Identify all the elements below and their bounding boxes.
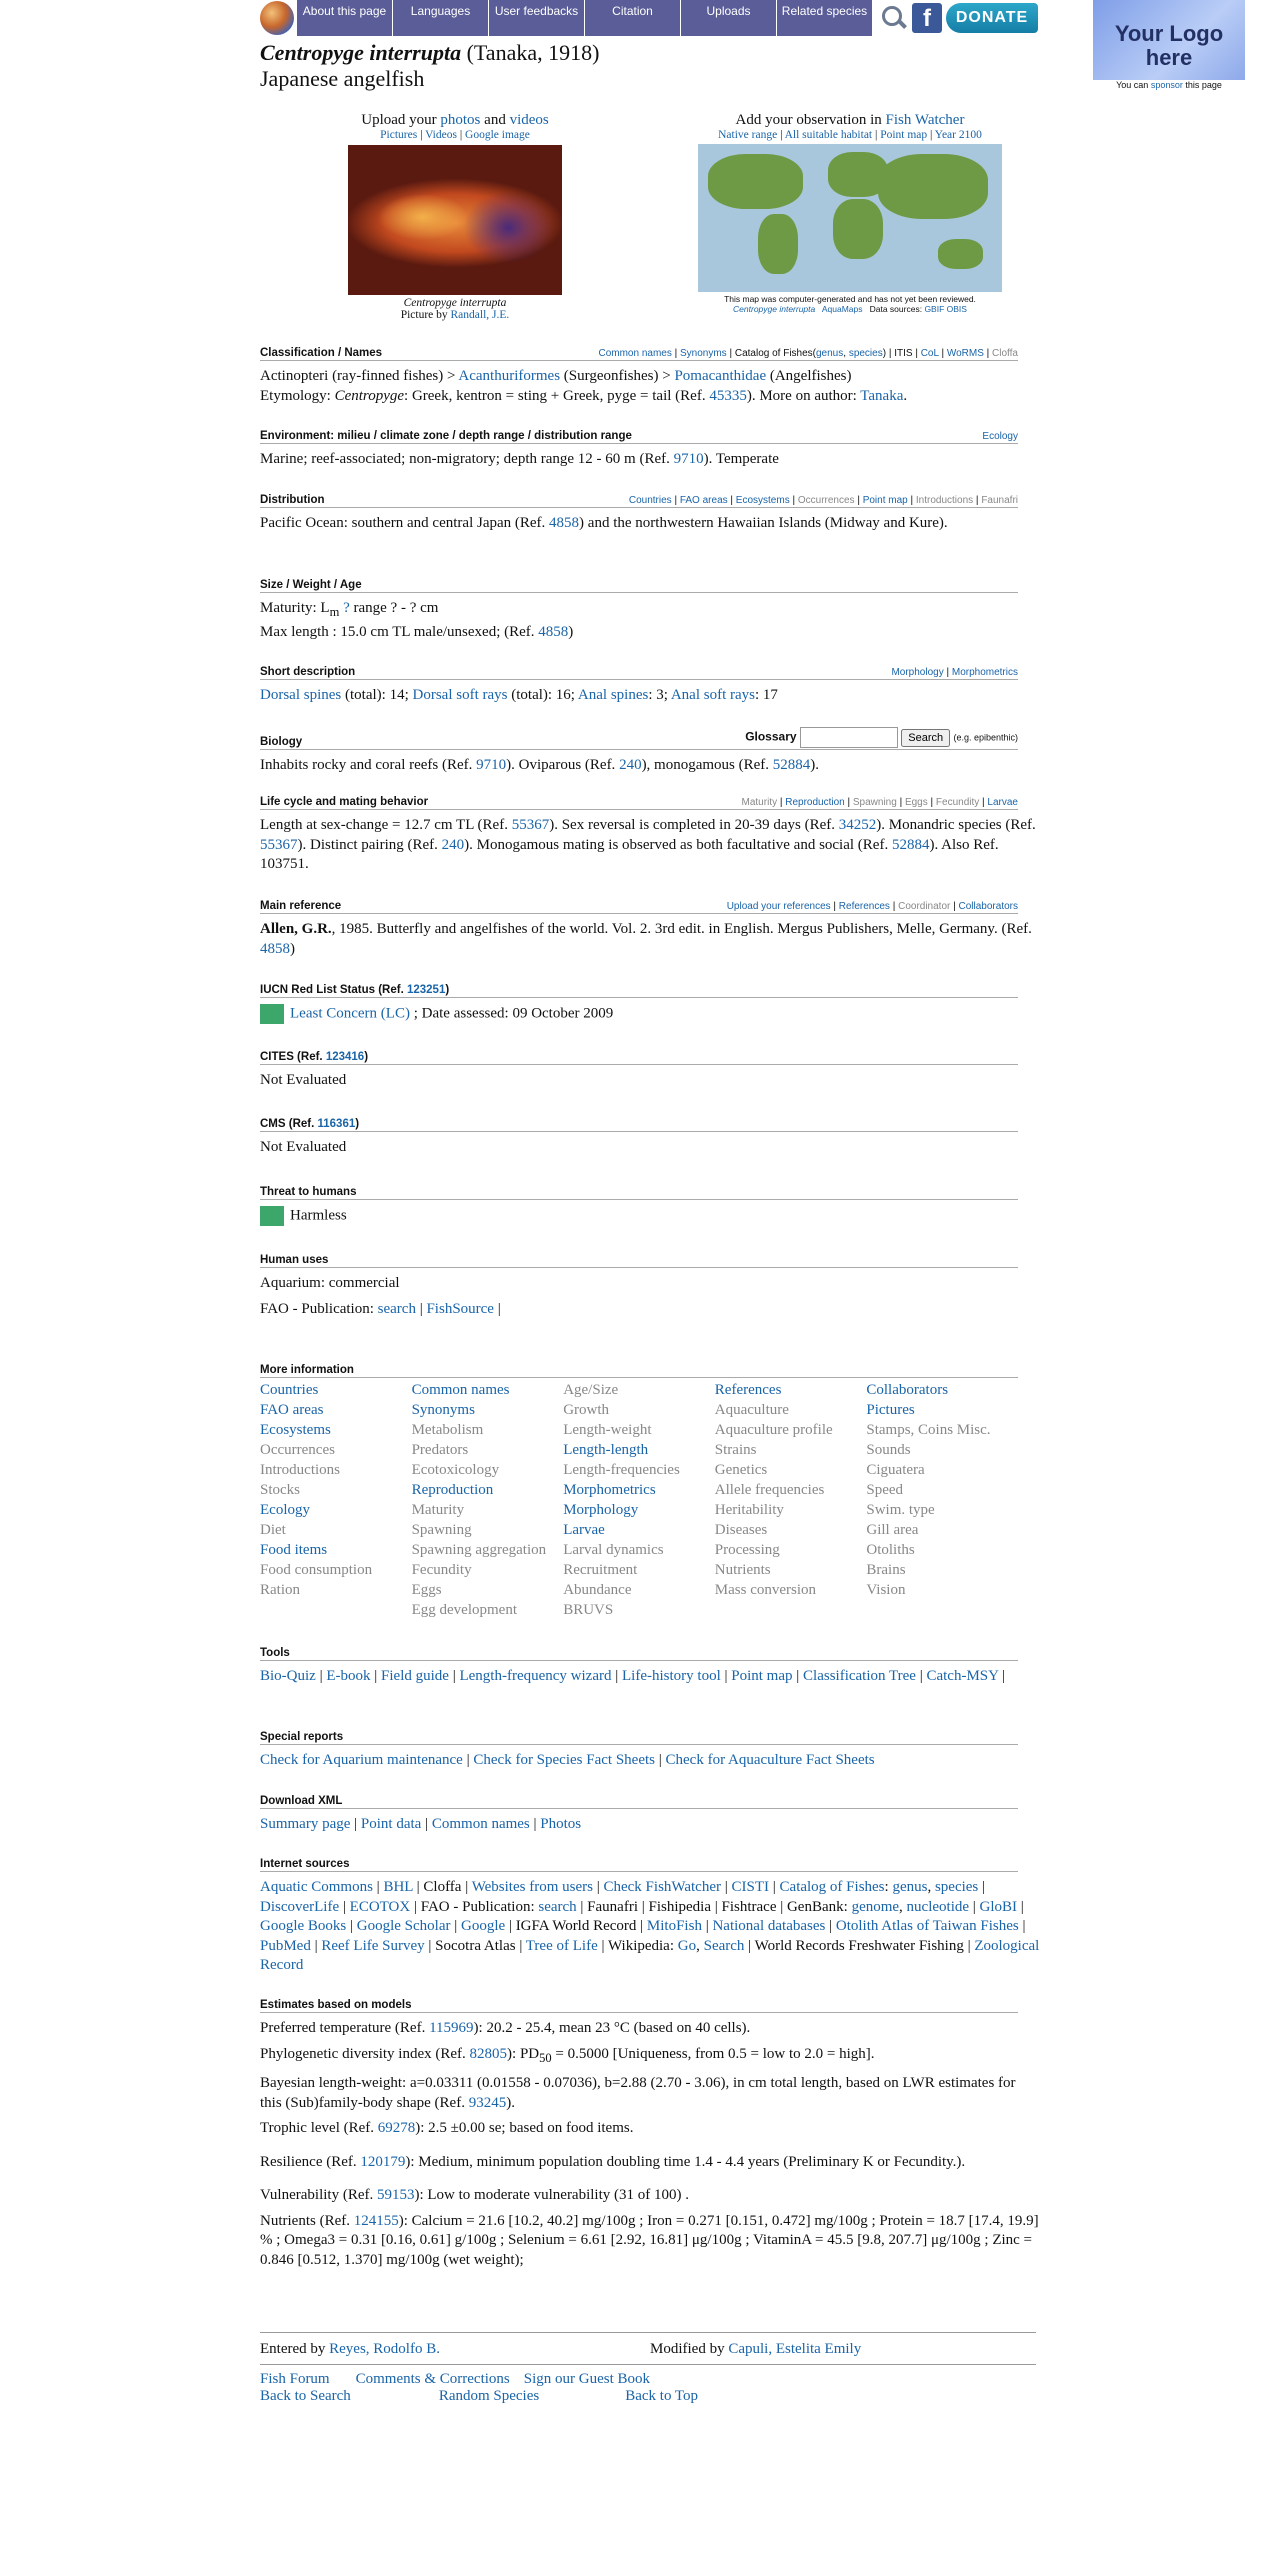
ref-link[interactable]: 93245: [468, 2094, 507, 2111]
larvae-link[interactable]: Larvae: [987, 797, 1018, 808]
list-link[interactable]: E-book: [326, 1668, 371, 1684]
videos-sublink[interactable]: Videos: [425, 129, 457, 141]
glossary-input[interactable]: [800, 727, 898, 748]
human-uses-section: Human uses Aquarium: commercial FAO - Publication: search | FishSource |: [260, 1254, 1018, 1325]
cms-section: CMS (Ref. 116361) Not Evaluated: [260, 1118, 1018, 1158]
list-link[interactable]: Point data: [360, 1816, 422, 1832]
cof-species-link[interactable]: species: [848, 348, 883, 359]
more-info-item: Diet: [260, 1522, 286, 1538]
comments-link[interactable]: Comments & Corrections: [355, 2371, 510, 2387]
aquamaps-link[interactable]: AquaMaps: [821, 304, 863, 314]
col-link[interactable]: CoL: [920, 348, 939, 359]
more-info-item: BRUVS: [563, 1602, 614, 1618]
photo-panel: Upload your photos and videos Pictures | Videos | Google image Centropyge interrupta Picture by Randall, J.E.: [330, 112, 580, 321]
more-info-column: [866, 1380, 1018, 1620]
collaborators-link[interactable]: Collaborators: [958, 901, 1018, 912]
ref-link[interactable]: 52884: [772, 757, 811, 773]
ref-link[interactable]: 82805: [469, 2045, 508, 2062]
more-info-item[interactable]: Ecology: [260, 1502, 310, 1518]
nav-about[interactable]: About this page: [296, 0, 392, 36]
cites-section: CITES (Ref. 123416) Not Evaluated: [260, 1051, 1018, 1091]
more-info-item: Heritability: [714, 1502, 784, 1518]
more-info-item[interactable]: Larvae: [563, 1522, 605, 1538]
more-info-item: Mass conversion: [714, 1582, 817, 1598]
ref-link[interactable]: 45335: [709, 387, 747, 404]
ref-link[interactable]: 9710: [673, 451, 704, 467]
ref-link[interactable]: 69278: [377, 2120, 416, 2136]
more-info-item[interactable]: Common names: [411, 1382, 510, 1398]
ref-link[interactable]: 55367: [511, 817, 550, 833]
biology-section: Biology Glossary Search (e.g. epibenthic) Inhabits rocky and coral reefs (Ref. 9710). Oviparous (Ref. 240), monogamous (Ref. 52884).: [260, 727, 1018, 776]
more-info-item: Strains: [714, 1442, 757, 1458]
point-map-link[interactable]: Point map: [880, 129, 928, 141]
fao-search-link[interactable]: search: [377, 1300, 416, 1317]
more-info-item: Spawning aggregation: [411, 1542, 547, 1558]
morphometrics-link[interactable]: Morphometrics: [951, 667, 1018, 678]
more-info-item[interactable]: Reproduction: [411, 1482, 494, 1498]
more-info-item: Speed: [866, 1482, 904, 1498]
ref-link[interactable]: 116361: [317, 1118, 356, 1130]
morphology-link[interactable]: Morphology: [891, 667, 944, 678]
more-info-item: Ration: [260, 1582, 300, 1598]
iucn-status-link[interactable]: Least Concern (LC): [290, 1005, 410, 1022]
more-info-item: Gill area: [866, 1522, 919, 1538]
pictures-link[interactable]: Pictures: [380, 129, 418, 141]
more-info-item: Maturity: [411, 1502, 465, 1518]
more-info-item: Length-frequencies: [563, 1462, 680, 1478]
ref-link[interactable]: 115969: [429, 2020, 474, 2036]
nav-citation[interactable]: Citation: [584, 0, 680, 36]
more-info-item: Recruitment: [563, 1562, 638, 1578]
iucn-section: IUCN Red List Status (Ref. 123251) Least Concern (LC) ; Date assessed: 09 October 2009: [260, 984, 1018, 1024]
page-title: Centropyge interrupta (Tanaka, 1918) Japanese angelfish: [260, 40, 600, 91]
back-to-top-link[interactable]: Back to Top: [625, 2388, 699, 2404]
size-section: Size / Weight / Age Maturity: $L_m$ ? range ? - ? cm Max length : 15.0 cm TL male/unsexed; (Ref. 4858): [260, 579, 1018, 642]
fish-photo[interactable]: [348, 145, 562, 295]
dorsal-spines-link[interactable]: Dorsal spines: [260, 687, 342, 703]
native-range-link[interactable]: Native range: [718, 129, 778, 141]
worms-link[interactable]: WoRMS: [946, 348, 984, 359]
guest-book-link[interactable]: Sign our Guest Book: [523, 2371, 651, 2387]
more-info-item: Aquaculture: [714, 1402, 789, 1418]
list-link[interactable]: Common names: [431, 1816, 530, 1832]
list-link[interactable]: Field guide: [381, 1668, 449, 1684]
ref-link[interactable]: 4858: [260, 940, 290, 957]
more-info-item: Otoliths: [866, 1542, 915, 1558]
list-link[interactable]: Check for Aquarium maintenance: [260, 1752, 463, 1768]
nav-related-species[interactable]: Related species: [776, 0, 872, 36]
more-info-item: Stamps, Coins Misc.: [866, 1422, 991, 1438]
list-link[interactable]: Check for Species Fact Sheets: [473, 1752, 655, 1768]
ref-link[interactable]: 240: [441, 836, 465, 853]
sponsor-link[interactable]: sponsor: [1150, 80, 1183, 90]
internet-links: Aquatic Commons | BHL | Cloffa | Websites from users | Check FishWatcher | CISTI | Catalog of Fishes: genus, species | DiscoverLife | ECOTOX | FAO - Publication: search | Faunafri | Fishipedia | Fishtrace | GenBank: genome, nucleotide | GloBI | Google Books | Google Scholar | Google | IGFA World Record | MitoFish | National databases | Otolith Atlas of Taiwan Fishes | PubMed | Reef Life Survey | Socotra Atlas | Tree of Life | Wikipedia: Go, Search | World Records Freshwater Fishing | Zoological Record: [260, 1879, 1040, 1973]
ref-link[interactable]: 59153: [376, 2187, 415, 2203]
list-link[interactable]: Check for Aquaculture Fact Sheets: [665, 1752, 875, 1768]
anal-soft-rays-link[interactable]: Anal soft rays: [670, 687, 755, 703]
ref-link[interactable]: 124155: [353, 2212, 399, 2229]
nav-languages[interactable]: Languages: [392, 0, 488, 36]
more-info-column: [412, 1380, 564, 1620]
reproduction-link[interactable]: Reproduction: [785, 797, 845, 808]
random-species-link[interactable]: Random Species: [438, 2388, 540, 2404]
countries-link[interactable]: Countries: [628, 495, 672, 506]
more-info-item[interactable]: Collaborators: [866, 1382, 949, 1398]
more-info-item: Sounds: [866, 1442, 911, 1458]
ref-link[interactable]: 34252: [838, 817, 877, 833]
distribution-map[interactable]: [698, 144, 1002, 292]
nav-uploads[interactable]: Uploads: [680, 0, 776, 36]
list-link[interactable]: Catch-MSY: [926, 1668, 999, 1684]
fishbase-globe-icon[interactable]: [260, 1, 294, 35]
more-info-item: Fecundity: [411, 1562, 472, 1578]
videos-link[interactable]: videos: [509, 112, 549, 128]
photos-link[interactable]: photos: [440, 112, 481, 128]
more-info-item[interactable]: Morphometrics: [563, 1482, 656, 1498]
more-info-grid: [260, 1380, 1018, 1620]
list-link[interactable]: Length-frequency wizard: [459, 1668, 612, 1684]
more-info-item: Predators: [411, 1442, 469, 1458]
list-link[interactable]: Summary page: [260, 1816, 351, 1832]
more-info-item[interactable]: Food items: [260, 1542, 328, 1558]
modified-by-link[interactable]: Capuli, Estelita Emily: [728, 2341, 862, 2357]
more-info-item[interactable]: References: [714, 1382, 782, 1398]
more-info-item: Stocks: [260, 1482, 301, 1498]
more-info-item: Diseases: [714, 1522, 768, 1538]
anal-spines-link[interactable]: Anal spines: [577, 687, 649, 703]
google-image-link[interactable]: Google image: [465, 129, 530, 141]
iucn-status-swatch: [260, 1004, 284, 1024]
download-xml-section: Download XML Summary page | Point data | Common names | Photos: [260, 1795, 1018, 1835]
more-information-section: More information Countries FAO areas Ecosystems Occurrences Introductions Stocks Ecology Diet Food items Food consumption Ration Common names Synonyms Metabolism Predators Ecotoxicology Reproduction Maturity Spawning Spawning aggregation Fecundity Eggs Egg development Age/Size Growth Length-weight Length-length Length-frequencies Morphometrics Morphology Larvae Larval dynamics Recruitment Abundance BRUVS References Aquaculture Aquaculture profile Strains Genetics Allele frequencies Heritability Diseases Processing Nutrients Mass conversion Collaborators Pictures Stamps, Coins Misc. Sounds Ciguatera Speed Swim. type Gill area Otoliths Brains Vision: [260, 1364, 1018, 1620]
more-info-item[interactable]: FAO areas: [260, 1402, 324, 1418]
ref-link[interactable]: 240: [619, 757, 642, 773]
nav-user-feedbacks[interactable]: User feedbacks: [488, 0, 584, 36]
family-link[interactable]: Pomacanthidae: [674, 368, 767, 384]
more-info-item: Aquaculture profile: [714, 1422, 833, 1438]
suitable-habitat-link[interactable]: All suitable habitat: [784, 129, 873, 141]
classification-section: Classification / Names Common names | Synonyms | Catalog of Fishes(genus, species) | ITIS | CoL | WoRMS | Cloffa Actinopteri (ray-finned fishes) > Acanthuriformes (Surgeonfishes) > Pomacanthidae (Angelfishes) Etymology: Centropyge: Greek, kentron = sting + Greek, pyge = tail (Ref. 45335). More on author: Tanaka.: [260, 347, 1018, 404]
more-info-item[interactable]: Countries: [260, 1382, 319, 1398]
dorsal-soft-rays-link[interactable]: Dorsal soft rays: [412, 687, 508, 703]
more-info-item: Metabolism: [411, 1422, 484, 1438]
more-info-item: Genetics: [714, 1462, 768, 1478]
threat-section: Threat to humans Harmless: [260, 1186, 1018, 1226]
more-info-item: Growth: [563, 1402, 610, 1418]
more-info-item: Larval dynamics: [563, 1542, 664, 1558]
list-link[interactable]: Bio-Quiz: [260, 1668, 316, 1684]
more-info-item[interactable]: Length-length: [563, 1442, 649, 1458]
common-names-link[interactable]: Common names: [598, 348, 672, 359]
fish-watcher-link[interactable]: Fish Watcher: [885, 112, 965, 128]
order-link[interactable]: Acanthuriformes: [458, 368, 561, 384]
life-cycle-section: Life cycle and mating behavior Maturity | Reproduction | Spawning | Eggs | Fecundity | Larvae Length at sex-change = 12.7 cm TL (Ref. 55367). Sex reversal is completed in 20-39 days (Ref. 34252). Monandric species (Ref. 55367). Distinct pairing (Ref. 240). Monogamous mating is observed as both facultative and social (Ref. 52884). Also Ref. 103751.: [260, 796, 1036, 872]
environment-section: Environment: milieu / climate zone / depth range / distribution range Ecology Marine; reef-associated; non-migratory; depth range 12 - 60 m (Ref. 9710). Temperate: [260, 430, 1018, 467]
ecology-link[interactable]: Ecology: [982, 431, 1018, 442]
list-link[interactable]: Point map: [731, 1668, 793, 1684]
photographer-link[interactable]: Randall, J.E.: [450, 309, 510, 321]
more-info-item: Ciguatera: [866, 1462, 925, 1478]
more-info-item: Processing: [714, 1542, 780, 1558]
more-info-item: Length-weight: [563, 1422, 652, 1438]
tools-section: Tools Bio-Quiz | E-book | Field guide | Length-frequency wizard | Life-history tool | Point map | Classification Tree | Catch-MSY |: [260, 1647, 1018, 1687]
more-info-item: Food consumption: [260, 1562, 373, 1578]
common-name: Japanese angelfish: [260, 66, 425, 91]
gbif-link[interactable]: GBIF: [924, 304, 945, 314]
donate-button[interactable]: DONATE: [946, 3, 1038, 33]
list-link[interactable]: Classification Tree: [803, 1668, 916, 1684]
more-info-item: Age/Size: [563, 1382, 619, 1398]
entered-by-link[interactable]: Reyes, Rodolfo B.: [329, 2341, 440, 2357]
synonyms-link[interactable]: Synonyms: [680, 348, 727, 359]
map-panel: Add your observation in Fish Watcher Native range | All suitable habitat | Point map | Year 2100 This map was computer-generated and has not yet been reviewed. Centropyge interrupta AquaMaps Data sources: GBIF OBIS: [680, 112, 1020, 314]
more-info-item: Ecotoxicology: [411, 1462, 500, 1478]
ecosystems-link[interactable]: Ecosystems: [735, 495, 790, 506]
point-map-link[interactable]: Point map: [862, 495, 908, 506]
glossary-search-button[interactable]: Search: [901, 729, 950, 747]
more-info-item[interactable]: Synonyms: [411, 1402, 475, 1418]
more-info-item: Occurrences: [260, 1442, 335, 1458]
more-info-item: Brains: [866, 1562, 906, 1578]
back-to-search-link[interactable]: Back to Search: [260, 2388, 351, 2404]
more-info-column: [260, 1380, 412, 1620]
more-info-item: Nutrients: [714, 1562, 771, 1578]
more-info-item: Swim. type: [866, 1502, 935, 1518]
distribution-section: Distribution Countries | FAO areas | Ecosystems | Occurrences | Point map | Introductions | Faunafri Pacific Ocean: southern and central Japan (Ref. 4858) and the northwestern Hawaiian Islands (Midway and Kure).: [260, 494, 1018, 531]
ref-link[interactable]: 123416: [325, 1051, 365, 1063]
ref-link[interactable]: 9710: [476, 757, 507, 773]
author-link[interactable]: Tanaka: [860, 387, 904, 404]
more-info-item: Vision: [866, 1582, 906, 1598]
ref-link[interactable]: 4858: [549, 515, 580, 531]
list-link[interactable]: Photos: [540, 1816, 582, 1832]
list-link[interactable]: Life-history tool: [622, 1668, 721, 1684]
ref-link[interactable]: 52884: [891, 836, 930, 853]
more-info-column: [715, 1380, 867, 1620]
obis-link[interactable]: OBIS: [946, 304, 967, 314]
more-info-item: Abundance: [563, 1582, 632, 1598]
more-info-item[interactable]: Morphology: [563, 1502, 639, 1518]
more-info-item[interactable]: Ecosystems: [260, 1422, 331, 1438]
fishsource-link[interactable]: FishSource: [426, 1300, 494, 1317]
more-info-column: [563, 1380, 715, 1620]
short-description-section: Short description Morphology | Morphometrics Dorsal spines (total): 14; Dorsal soft rays (total): 16; Anal spines: 3; Anal soft rays: 17: [260, 666, 1018, 703]
more-info-item: Egg development: [411, 1602, 517, 1618]
more-info-item[interactable]: Pictures: [866, 1402, 915, 1418]
year-2100-link[interactable]: Year 2100: [934, 129, 982, 141]
ref-link[interactable]: 4858: [538, 623, 569, 640]
estimates-section: Estimates based on models Preferred temperature (Ref. 115969): 20.2 - 25.4, mean 23 °C (based on 40 cells). Phylogenetic diversity index (Ref. 82805): $PD_{50} = 0.5000$ [Uniqueness, from 0.5 = low to 2.0 = high]. Bayesian length-weight: a=0.03311 (0.01558 - 0.07036), b=2.88 (2.70 - 3.06), in cm total length, based on LWR estimates for this (Sub)family-body shape (Ref. 93245). Trophic level (Ref. 69278): 2.5 ±0.00 se; based on food items. Resilience (Ref. 120179): Medium, minimum population doubling time 1.4 - 4.4 years (Preliminary K or Fecundity.). Vulnerability (Ref. 59153): Low to moderate vulnerability (31 of 100) . Nutrients (Ref. 124155): Calcium = 21.6 [10.2, 40.2] mg/100g ; Iron = 0.271 [0.151, 0.472] mg/100g ; Protein = 18.7 [17.4, 19.9] % ; Omega3 = 0.31 [0.16, 0.61] g/100g ; Selenium = 6.61 [2.92, 16.81] μg/100g ; VitaminA = 45.5 [9.8, 207.7] μg/100g ; Zinc = 0.846 [0.512, 1.370] mg/100g (wet weight);: [260, 1999, 1039, 2268]
map-species-link[interactable]: Centropyge interrupta: [733, 304, 816, 314]
ref-link[interactable]: 55367: [260, 836, 298, 853]
fao-areas-link[interactable]: FAO areas: [679, 495, 728, 506]
top-nav: [260, 0, 1038, 36]
fish-forum-link[interactable]: Fish Forum: [260, 2371, 330, 2387]
more-info-item: Eggs: [411, 1582, 442, 1598]
internet-sources-section: Internet sources Aquatic Commons | BHL | Cloffa | Websites from users | Check FishWatcher | CISTI | Catalog of Fishes: genus, species | DiscoverLife | ECOTOX | FAO - Publication: search | Faunafri | Fishipedia | Fishtrace | GenBank: genome, nucleotide | GloBI | Google Books | Google Scholar | Google | IGFA World Record | MitoFish | National databases | Otolith Atlas of Taiwan Fishes | PubMed | Reef Life Survey | Socotra Atlas | Tree of Life | Wikipedia: Go, Search | World Records Freshwater Fishing | Zoological Record: [260, 1858, 1018, 1976]
maturity-link[interactable]: ?: [343, 600, 350, 616]
main-reference-section: Main reference Upload your references | References | Coordinator | Collaborators Allen, G.R., 1985. Butterfly and angelfishes of the world. Vol. 2. 3rd edit. in English. Mergus Publishers, Melle, Germany. (Ref. 4858): [260, 900, 1032, 957]
more-info-item: Allele frequencies: [714, 1482, 825, 1498]
search-icon[interactable]: [878, 3, 908, 33]
references-link[interactable]: References: [838, 901, 890, 912]
facebook-icon[interactable]: f: [912, 3, 942, 33]
ref-link[interactable]: 120179: [360, 2153, 406, 2170]
more-info-item: Introductions: [260, 1462, 340, 1478]
threat-swatch: [260, 1206, 284, 1226]
footer: Entered by Reyes, Rodolfo B. Modified by Capuli, Estelita Emily Fish Forum Comments & Corrections Sign our Guest Book Back to Search Random Species Back to Top: [260, 2332, 1036, 2405]
upload-references-link[interactable]: Upload your references: [726, 901, 831, 912]
ref-link[interactable]: 123251: [406, 984, 446, 996]
more-info-item: Spawning: [411, 1522, 472, 1538]
special-reports-section: Special reports Check for Aquarium maintenance | Check for Species Fact Sheets | Check for Aquaculture Fact Sheets: [260, 1731, 1018, 1771]
cof-genus-link[interactable]: genus: [816, 348, 844, 359]
sponsor-logo[interactable]: Your Logo here: [1093, 0, 1245, 80]
sponsor-note: You can sponsor this page: [1116, 80, 1222, 90]
